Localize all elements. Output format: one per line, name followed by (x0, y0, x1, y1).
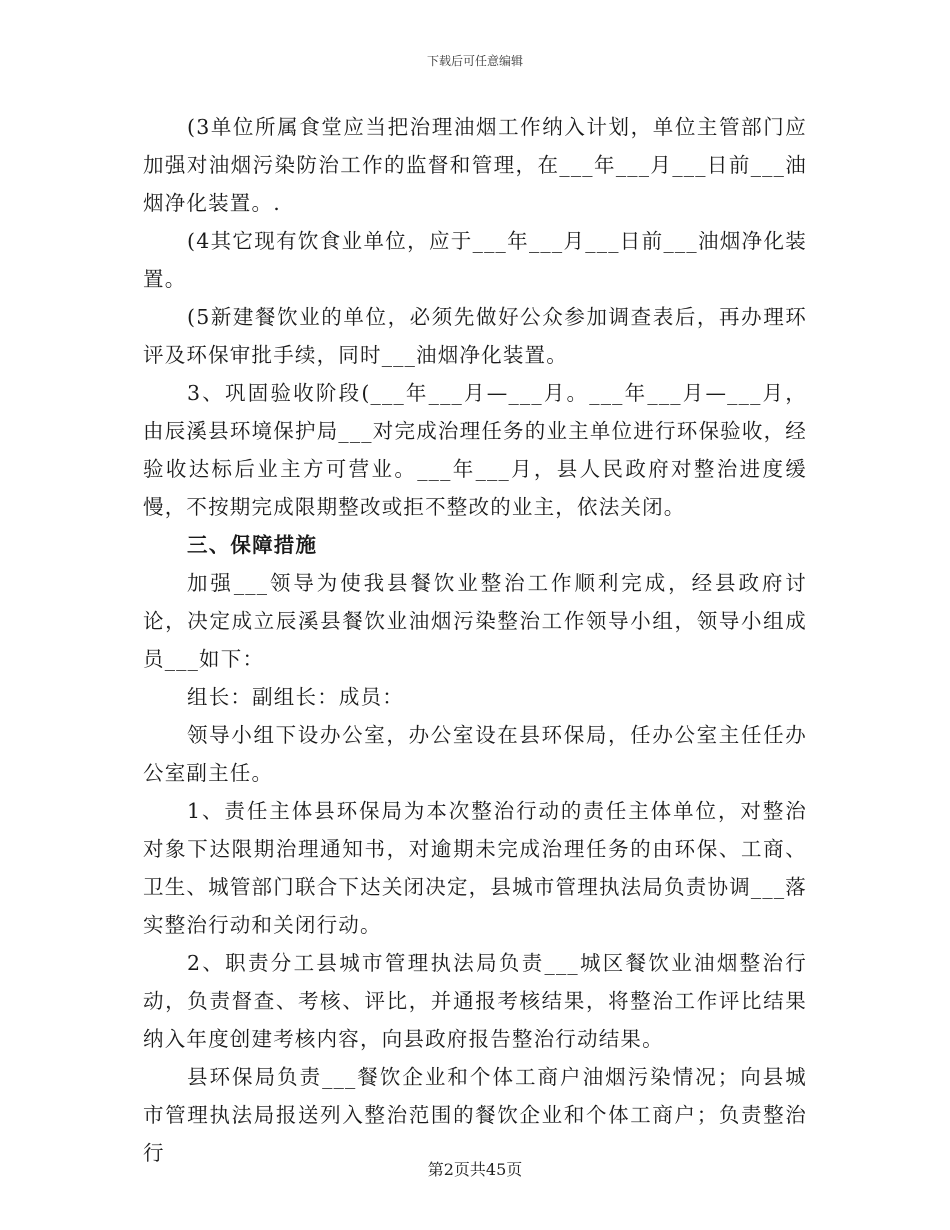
paragraph-canteen-management: (3单位所属食堂应当把治理油烟工作纳入计划，单位主管部门应加强对油烟污染防治工作的监督和管理，在___年___月___日前___油烟净化装置。. (143, 115, 807, 215)
paragraph-office: 领导小组下设办公室，办公室设在县环保局，任办公室主任任办公室副主任。 (143, 723, 807, 785)
paragraph-other-food-units: (4其它现有饮食业单位，应于___年___月___日前___油烟净化装置。 (143, 229, 807, 291)
paragraph-epb-duties: 县环保局负责___餐饮企业和个体工商户油烟污染情况；向县城市管理执法局报送列入整治范围的餐饮企业和个体工商户；负责整治行 (143, 1065, 807, 1165)
section-heading-safeguards: 三、保障措施 (187, 533, 318, 557)
paragraph-group-members: 组长：副组长：成员： (187, 685, 404, 709)
paragraph-responsible-entity: 1、责任主体县环保局为本次整治行动的责任主体单位，对整治对象下达限期治理通知书，对逾期未完成治理任务的由环保、工商、卫生、城管部门联合下达关闭决定，县城市管理执法局负责协调___落实整治行动和关闭行动。 (143, 799, 807, 937)
paragraph-division-of-duties: 2、职责分工县城市管理执法局负责___城区餐饮业油烟整治行动，负责督查、考核、评比，并通报考核结果，将整治工作评比结果纳入年度创建考核内容，向县政府报告整治行动结果。 (143, 951, 807, 1051)
page-header: 下载后可任意编辑 (426, 54, 523, 68)
paragraph-acceptance-stage: 3、巩固验收阶段(___年___月—___月。___年___月—___月，由辰溪县环境保护局___对完成治理任务的业主单位进行环保验收，经验收达标后业主方可营业。___年___月，县人民政府对整治进度缓慢，不按期完成限期整改或拒不整改的业主，依法关闭。 (143, 381, 807, 519)
document-body (143, 108, 807, 1172)
page-footer: 第2页共45页 (427, 1160, 523, 1179)
paragraph-leadership: 加强___领导为使我县餐饮业整治工作顺利完成，经县政府讨论，决定成立辰溪县餐饮业油烟污染整治工作领导小组，领导小组成员___如下： (143, 571, 807, 671)
paragraph-new-restaurants: (5新建餐饮业的单位，必须先做好公众参加调查表后，再办理环评及环保审批手续，同时___油烟净化装置。 (143, 305, 807, 367)
